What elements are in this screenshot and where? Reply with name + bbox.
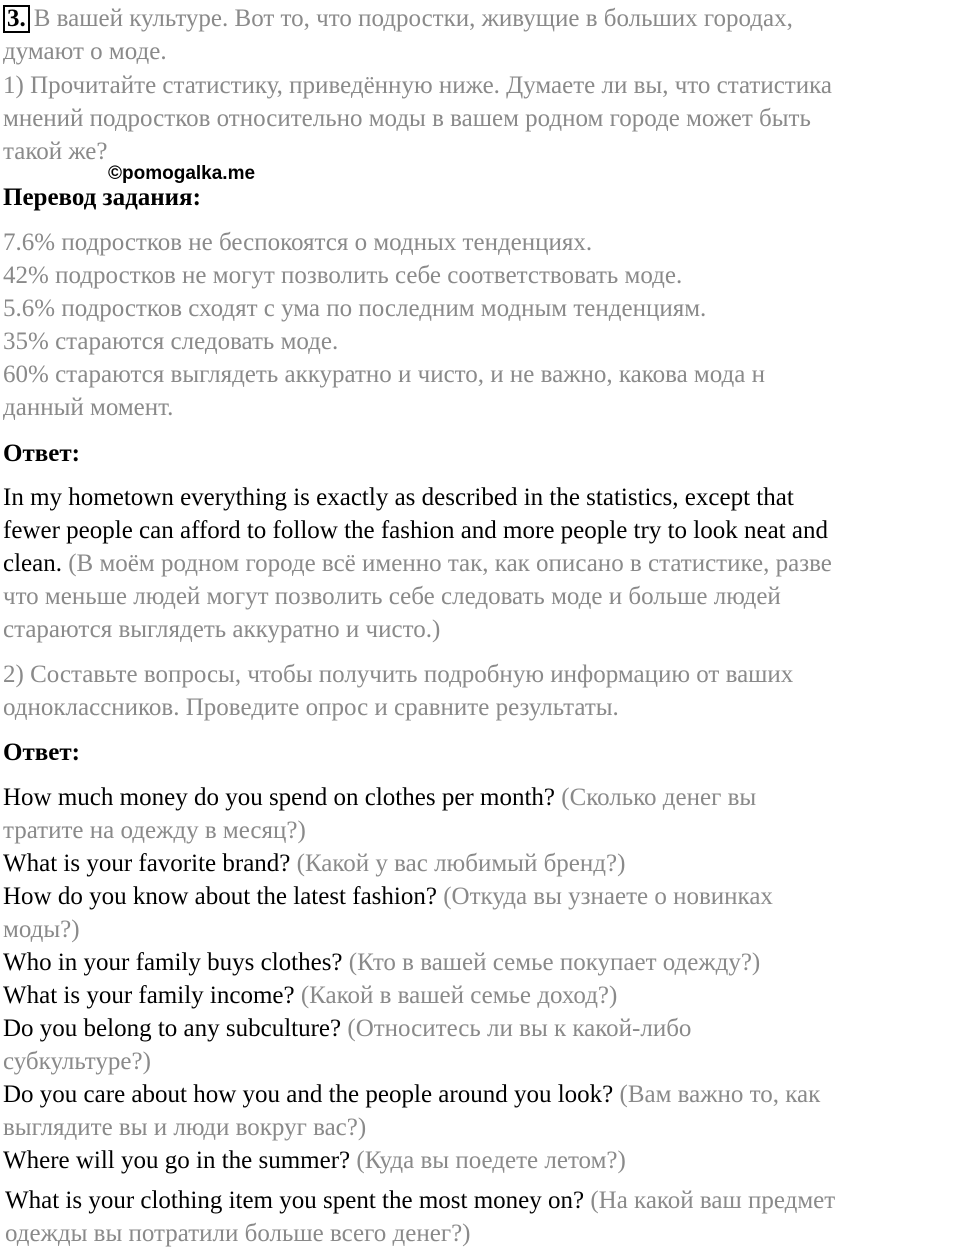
question-item-line: [3, 946, 760, 979]
question-en: What is your clothing item you spent the most money on?: [5, 1187, 585, 1214]
answer-1-line-3: [3, 547, 832, 580]
question-1-line-3: такой же?: [3, 138, 108, 165]
question-ru-cont: субкультуре?): [3, 1048, 151, 1075]
question-item-line: [3, 1144, 626, 1177]
question-item-line: [3, 847, 625, 880]
answer-2-heading: Ответ:: [3, 739, 80, 766]
stat-line: 42% подростков не могут позволить себе соответствовать моде.: [3, 262, 683, 289]
question-ru-cont: моды?): [3, 916, 80, 943]
stat-line: 60% стараются выглядеть аккуратно и чисто, и не важно, какова мода н: [3, 361, 765, 388]
stat-line: 35% стараются следовать моде.: [3, 328, 339, 355]
question-1-line-1: 1) Прочитайте статистику, приведённую ниже. Думаете ли вы, что статистика: [3, 72, 832, 99]
answer-1-ru-line-3: (В моём родном городе всё именно так, как описано в статистике, разве: [68, 550, 832, 577]
question-ru: (Вам важно то, как: [619, 1081, 821, 1108]
stat-line: данный момент.: [3, 394, 174, 421]
watermark: ©pomogalka.me: [108, 163, 256, 184]
question-item-line: [5, 1184, 835, 1217]
intro-line-1: [3, 2, 793, 35]
answer-1-en-line-3: clean.: [3, 550, 62, 577]
answer-1-en-line-2: fewer people can afford to follow the fashion and more people try to look neat and: [3, 517, 828, 544]
question-ru: (Кто в вашей семье покупает одежду?): [348, 949, 761, 976]
question-item-line: [3, 979, 617, 1012]
question-item-line: [3, 781, 756, 814]
question-ru: (Сколько денег вы: [561, 784, 757, 811]
question-ru: (Какой у вас любимый бренд?): [296, 850, 626, 877]
question-en: Do you care about how you and the people around you look?: [3, 1081, 614, 1108]
question-2-line-2: одноклассников. Проведите опрос и сравните результаты.: [3, 694, 619, 721]
task-number: 3.: [3, 5, 30, 33]
question-item-line: [3, 880, 773, 913]
question-ru: (Какой в вашей семье доход?): [300, 982, 618, 1009]
question-item-line: [3, 1078, 820, 1111]
answer-1-ru-line-4: что меньше людей могут позволить себе следовать моде и больше людей: [3, 583, 781, 610]
answer-heading: Ответ:: [3, 440, 80, 467]
question-ru: (Куда вы поедете летом?): [356, 1147, 626, 1174]
question-en: What is your favorite brand?: [3, 850, 291, 877]
intro-text-1: В вашей культуре. Вот то, что подростки, живущие в больших городах,: [33, 5, 793, 32]
question-en: Who in your family buys clothes?: [3, 949, 343, 976]
question-ru: (На какой ваш предмет: [590, 1187, 836, 1214]
answer-1-en-line-1: In my hometown everything is exactly as described in the statistics, except that: [3, 484, 794, 511]
question-2-line-1: 2) Составьте вопросы, чтобы получить подробную информацию от ваших: [3, 661, 794, 688]
stat-line: 7.6% подростков не беспокоятся о модных тенденциях.: [3, 229, 593, 256]
question-en: Do you belong to any subculture?: [3, 1015, 342, 1042]
translation-heading: Перевод задания:: [3, 184, 201, 211]
question-item-line: [3, 1012, 691, 1045]
question-ru-cont: тратите на одежду в месяц?): [3, 817, 306, 844]
question-en: What is your family income?: [3, 982, 295, 1009]
question-ru: (Откуда вы узнаете о новинках: [443, 883, 773, 910]
question-ru: (Относитесь ли вы к какой-либо: [347, 1015, 692, 1042]
answer-1-ru-line-5: стараются выглядеть аккуратно и чисто.): [3, 616, 441, 643]
intro-line-2: думают о моде.: [3, 38, 167, 65]
stat-line: 5.6% подростков сходят с ума по последним модным тенденциям.: [3, 295, 707, 322]
question-1-line-2: мнений подростков относительно моды в вашем родном городе может быть: [3, 105, 811, 132]
question-ru-cont: одежды вы потратили больше всего денег?): [5, 1220, 471, 1247]
question-en: Where will you go in the summer?: [3, 1147, 351, 1174]
question-en: How do you know about the latest fashion?: [3, 883, 437, 910]
question-ru-cont: выглядите вы и люди вокруг вас?): [3, 1114, 367, 1141]
question-en: How much money do you spend on clothes per month?: [3, 784, 555, 811]
